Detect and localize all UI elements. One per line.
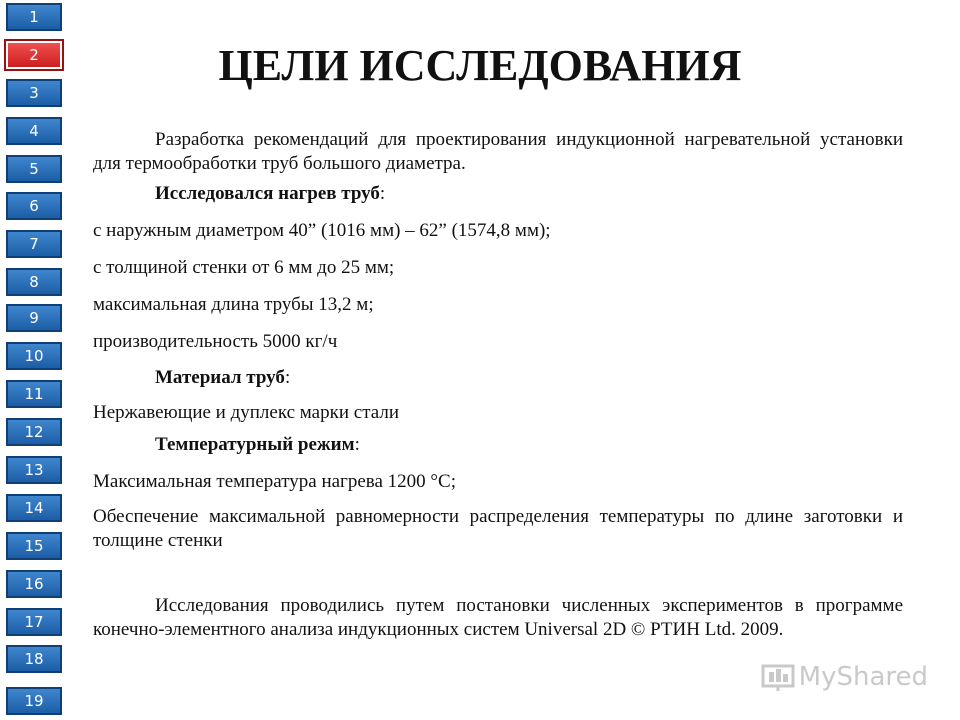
pipes-heading: Исследовался нагрев труб:: [155, 183, 386, 204]
page-button-15[interactable]: 15: [6, 532, 62, 560]
max-temperature-line: Максимальная температура нагрева 1200 °С;: [93, 471, 456, 492]
page-button-5[interactable]: 5: [6, 155, 62, 183]
page-button-10[interactable]: 10: [6, 342, 62, 370]
page-button-8[interactable]: 8: [6, 268, 62, 296]
page-button-9[interactable]: 9: [6, 304, 62, 332]
material-heading: Материал труб:: [155, 367, 291, 388]
temperature-heading: Температурный режим:: [155, 434, 360, 455]
capacity-line: производительность 5000 кг/ч: [93, 331, 338, 352]
page-button-18[interactable]: 18: [6, 645, 62, 673]
page-button-12[interactable]: 12: [6, 418, 62, 446]
page-button-7[interactable]: 7: [6, 230, 62, 258]
slide-body: [93, 128, 903, 642]
page-button-4[interactable]: 4: [6, 117, 62, 145]
wall-thickness-line: с толщиной стенки от 6 мм до 25 мм;: [93, 257, 395, 278]
goal-paragraph: Разработка рекомендаций для проектирования индукционной нагревательной установки для термообработки труб большого диаметра.: [93, 129, 903, 174]
page-title: ЦЕЛИ ИССЛЕДОВАНИЯ: [218, 41, 742, 90]
page-button-6[interactable]: 6: [6, 192, 62, 220]
page-button-3[interactable]: 3: [6, 79, 62, 107]
presentation-icon: [761, 662, 795, 692]
watermark-text: MyShared: [798, 662, 928, 692]
diameter-line: с наружным диаметром 40” (1016 мм) – 62” (1574,8 мм);: [93, 220, 551, 241]
page-button-13[interactable]: 13: [6, 456, 62, 484]
method-paragraph: Исследования проводились путем постановки численных экспериментов в программе конечно-элементного анализа индукционных систем Universal 2D © РТИН Ltd. 2009.: [93, 595, 903, 640]
slide-navigation: [0, 0, 68, 720]
page-button-1[interactable]: 1: [6, 3, 62, 31]
uniformity-paragraph: Обеспечение максимальной равномерности распределения температуры по длине заготовки и толщине стенки: [93, 506, 903, 551]
watermark: [761, 662, 928, 692]
page-button-16[interactable]: 16: [6, 570, 62, 598]
page-button-17[interactable]: 17: [6, 608, 62, 636]
page-button-2[interactable]: 2: [6, 41, 62, 69]
page-button-11[interactable]: 11: [6, 380, 62, 408]
page-button-14[interactable]: 14: [6, 494, 62, 522]
length-line: максимальная длина трубы 13,2 м;: [93, 294, 374, 315]
steel-line: Нержавеющие и дуплекс марки стали: [93, 402, 399, 423]
page-button-19[interactable]: 19: [6, 687, 62, 715]
